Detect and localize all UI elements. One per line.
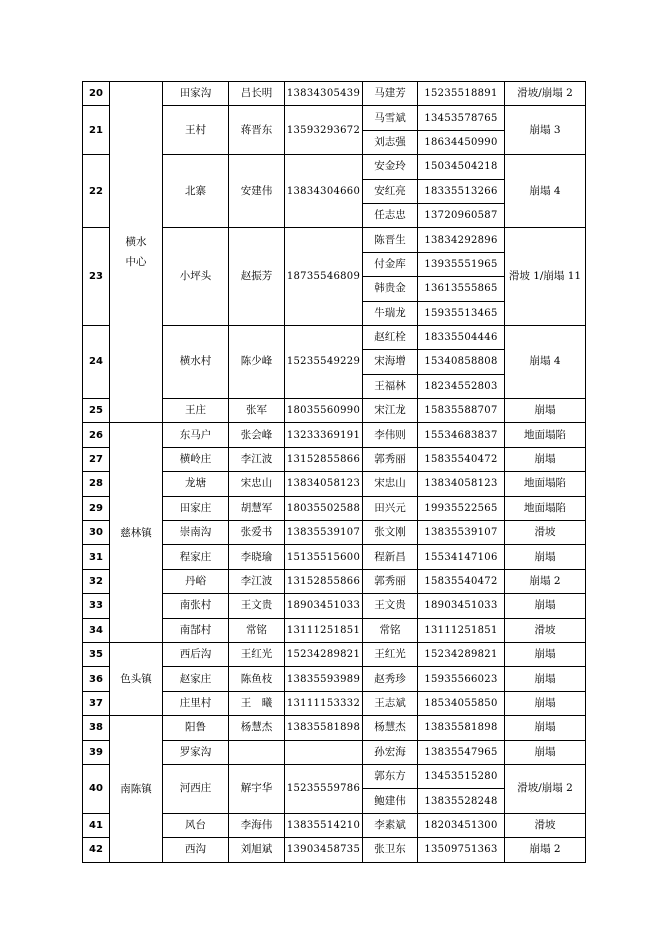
hazard-type: 崩塌 3 — [505, 106, 586, 155]
monitor-name: 王志斌 — [363, 691, 418, 715]
row-number: 32 — [83, 569, 110, 593]
monitor-phone: 15534683837 — [418, 423, 505, 447]
village-name: 西沟 — [163, 838, 229, 862]
village-name: 赵家庄 — [163, 667, 229, 691]
responsible-person: 李江波 — [229, 569, 285, 593]
responsible-person: 陈鱼枝 — [229, 667, 285, 691]
monitor-phone: 18335513266 — [418, 179, 505, 203]
hazard-type: 崩塌 — [505, 399, 586, 423]
monitor-name: 付金库 — [363, 252, 418, 276]
monitor-name: 韩贵金 — [363, 277, 418, 301]
village-name: 王庄 — [163, 399, 229, 423]
monitor-phone: 15534147106 — [418, 545, 505, 569]
village-name: 阳鲁 — [163, 716, 229, 740]
hazard-contact-table — [82, 81, 586, 863]
village-name: 东马户 — [163, 423, 229, 447]
township-name: 色头镇 — [110, 642, 163, 715]
village-name: 程家庄 — [163, 545, 229, 569]
monitor-name: 鲍建伟 — [363, 789, 418, 813]
village-name: 田家沟 — [163, 82, 229, 106]
responsible-phone: 18903451033 — [285, 594, 363, 618]
responsible-person: 胡慧军 — [229, 496, 285, 520]
monitor-phone: 13453515280 — [418, 764, 505, 788]
monitor-name: 程新昌 — [363, 545, 418, 569]
monitor-name: 赵红栓 — [363, 325, 418, 349]
village-name: 河西庄 — [163, 764, 229, 813]
responsible-person: 杨慧杰 — [229, 716, 285, 740]
responsible-phone: 18035502588 — [285, 496, 363, 520]
monitor-phone: 18534055850 — [418, 691, 505, 715]
monitor-name: 宋江龙 — [363, 399, 418, 423]
row-number: 40 — [83, 764, 110, 813]
monitor-phone: 19935522565 — [418, 496, 505, 520]
responsible-person: 赵振芳 — [229, 228, 285, 326]
hazard-type: 崩塌 — [505, 594, 586, 618]
table-body — [83, 82, 586, 863]
monitor-name: 张卫东 — [363, 838, 418, 862]
monitor-name: 田兴元 — [363, 496, 418, 520]
hazard-type: 崩塌 — [505, 642, 586, 666]
row-number: 38 — [83, 716, 110, 740]
monitor-name: 王文贵 — [363, 594, 418, 618]
hazard-type: 地面塌陷 — [505, 472, 586, 496]
hazard-type: 崩塌 4 — [505, 325, 586, 398]
row-number: 34 — [83, 618, 110, 642]
monitor-phone: 13720960587 — [418, 203, 505, 227]
monitor-name: 李素斌 — [363, 813, 418, 837]
responsible-person: 李海伟 — [229, 813, 285, 837]
monitor-name: 马雪斌 — [363, 106, 418, 130]
monitor-name: 宋海增 — [363, 350, 418, 374]
responsible-phone: 13834304660 — [285, 155, 363, 228]
monitor-phone: 13613555865 — [418, 277, 505, 301]
monitor-phone: 15234289821 — [418, 642, 505, 666]
monitor-name: 王红光 — [363, 642, 418, 666]
row-number: 41 — [83, 813, 110, 837]
responsible-phone: 13834305439 — [285, 82, 363, 106]
row-number: 20 — [83, 82, 110, 106]
table-row — [83, 423, 586, 447]
responsible-person: 刘旭斌 — [229, 838, 285, 862]
village-name: 横水村 — [163, 325, 229, 398]
monitor-phone: 18335504446 — [418, 325, 505, 349]
responsible-person: 安建伟 — [229, 155, 285, 228]
township-name: 横水 中心 — [110, 82, 163, 423]
responsible-phone: 13835514210 — [285, 813, 363, 837]
monitor-name: 杨慧杰 — [363, 716, 418, 740]
row-number: 39 — [83, 740, 110, 764]
monitor-phone: 15935566023 — [418, 667, 505, 691]
responsible-person: 解宇华 — [229, 764, 285, 813]
monitor-phone: 13834292896 — [418, 228, 505, 252]
village-name: 丹峪 — [163, 569, 229, 593]
row-number: 36 — [83, 667, 110, 691]
row-number: 22 — [83, 155, 110, 228]
responsible-person: 张军 — [229, 399, 285, 423]
responsible-person: 王文贵 — [229, 594, 285, 618]
monitor-name: 赵秀珍 — [363, 667, 418, 691]
row-number: 24 — [83, 325, 110, 398]
monitor-name: 马建芳 — [363, 82, 418, 106]
responsible-person: 宋忠山 — [229, 472, 285, 496]
row-number: 28 — [83, 472, 110, 496]
monitor-phone: 18234552803 — [418, 374, 505, 398]
row-number: 42 — [83, 838, 110, 862]
hazard-type: 滑坡 1/崩塌 11 — [505, 228, 586, 326]
monitor-name: 郭秀丽 — [363, 569, 418, 593]
monitor-phone: 15835540472 — [418, 569, 505, 593]
table-row — [83, 82, 586, 106]
hazard-type: 地面塌陷 — [505, 423, 586, 447]
monitor-phone: 13835528248 — [418, 789, 505, 813]
table-row — [83, 716, 586, 740]
monitor-phone: 15835588707 — [418, 399, 505, 423]
village-name: 罗家沟 — [163, 740, 229, 764]
monitor-phone: 15340858808 — [418, 350, 505, 374]
responsible-phone: 13152855866 — [285, 447, 363, 471]
monitor-phone: 13834058123 — [418, 472, 505, 496]
monitor-name: 宋忠山 — [363, 472, 418, 496]
row-number: 29 — [83, 496, 110, 520]
monitor-name: 孙宏海 — [363, 740, 418, 764]
responsible-phone: 18035560990 — [285, 399, 363, 423]
responsible-phone: 13835581898 — [285, 716, 363, 740]
responsible-phone: 15235559786 — [285, 764, 363, 813]
hazard-type: 崩塌 — [505, 691, 586, 715]
responsible-phone: 15135515600 — [285, 545, 363, 569]
village-name: 北寨 — [163, 155, 229, 228]
hazard-type: 崩塌 — [505, 740, 586, 764]
hazard-type: 崩塌 2 — [505, 569, 586, 593]
monitor-phone: 18203451300 — [418, 813, 505, 837]
row-number: 21 — [83, 106, 110, 155]
hazard-type: 地面塌陷 — [505, 496, 586, 520]
monitor-phone: 13509751363 — [418, 838, 505, 862]
responsible-phone: 18735546809 — [285, 228, 363, 326]
responsible-person: 张爱书 — [229, 521, 285, 545]
village-name: 横岭庄 — [163, 447, 229, 471]
village-name: 龙塘 — [163, 472, 229, 496]
hazard-type: 崩塌 4 — [505, 155, 586, 228]
hazard-type: 滑坡/崩塌 2 — [505, 82, 586, 106]
row-number: 27 — [83, 447, 110, 471]
responsible-phone: 13152855866 — [285, 569, 363, 593]
monitor-phone: 13111251851 — [418, 618, 505, 642]
hazard-type: 崩塌 — [505, 545, 586, 569]
hazard-type: 崩塌 — [505, 447, 586, 471]
monitor-name: 陈晋生 — [363, 228, 418, 252]
hazard-type: 滑坡/崩塌 2 — [505, 764, 586, 813]
monitor-name: 郭秀丽 — [363, 447, 418, 471]
monitor-phone: 13835547965 — [418, 740, 505, 764]
responsible-phone: 13903458735 — [285, 838, 363, 862]
responsible-phone: 13835539107 — [285, 521, 363, 545]
monitor-phone: 18903451033 — [418, 594, 505, 618]
responsible-phone: 13834058123 — [285, 472, 363, 496]
hazard-type: 崩塌 — [505, 667, 586, 691]
responsible-person: 陈少峰 — [229, 325, 285, 398]
village-name: 庄里村 — [163, 691, 229, 715]
monitor-phone: 18634450990 — [418, 130, 505, 154]
monitor-phone: 15935513465 — [418, 301, 505, 325]
monitor-phone: 15235518891 — [418, 82, 505, 106]
monitor-name: 安金玲 — [363, 155, 418, 179]
monitor-phone: 13835539107 — [418, 521, 505, 545]
row-number: 37 — [83, 691, 110, 715]
hazard-type: 滑坡 — [505, 618, 586, 642]
responsible-person: 王红光 — [229, 642, 285, 666]
row-number: 23 — [83, 228, 110, 326]
monitor-name: 张文刚 — [363, 521, 418, 545]
monitor-name: 安红亮 — [363, 179, 418, 203]
monitor-phone: 13453578765 — [418, 106, 505, 130]
responsible-phone: 15235549229 — [285, 325, 363, 398]
township-name: 南陈镇 — [110, 716, 163, 862]
village-name: 南张村 — [163, 594, 229, 618]
village-name: 崇南沟 — [163, 521, 229, 545]
responsible-phone: 13835593989 — [285, 667, 363, 691]
monitor-name: 常铭 — [363, 618, 418, 642]
row-number: 35 — [83, 642, 110, 666]
village-name: 风台 — [163, 813, 229, 837]
monitor-name: 任志忠 — [363, 203, 418, 227]
row-number: 25 — [83, 399, 110, 423]
village-name: 王村 — [163, 106, 229, 155]
responsible-phone: 15234289821 — [285, 642, 363, 666]
monitor-name: 郭东方 — [363, 764, 418, 788]
village-name: 西后沟 — [163, 642, 229, 666]
responsible-person: 常铭 — [229, 618, 285, 642]
village-name: 田家庄 — [163, 496, 229, 520]
row-number: 33 — [83, 594, 110, 618]
hazard-type: 崩塌 2 — [505, 838, 586, 862]
monitor-phone: 13935551965 — [418, 252, 505, 276]
monitor-name: 王福林 — [363, 374, 418, 398]
hazard-type: 滑坡 — [505, 521, 586, 545]
row-number: 31 — [83, 545, 110, 569]
responsible-phone — [285, 740, 363, 764]
monitor-phone: 15034504218 — [418, 155, 505, 179]
row-number: 30 — [83, 521, 110, 545]
hazard-type: 滑坡 — [505, 813, 586, 837]
monitor-phone: 13835581898 — [418, 716, 505, 740]
monitor-name: 牛瑞龙 — [363, 301, 418, 325]
responsible-person: 蒋晋东 — [229, 106, 285, 155]
row-number: 26 — [83, 423, 110, 447]
village-name: 南郜村 — [163, 618, 229, 642]
responsible-person — [229, 740, 285, 764]
township-name: 慈林镇 — [110, 423, 163, 643]
responsible-phone: 13593293672 — [285, 106, 363, 155]
responsible-phone: 13111251851 — [285, 618, 363, 642]
table-row — [83, 642, 586, 666]
monitor-phone: 15835540472 — [418, 447, 505, 471]
responsible-person: 李晓瑜 — [229, 545, 285, 569]
responsible-person: 张会峰 — [229, 423, 285, 447]
responsible-phone: 13111153332 — [285, 691, 363, 715]
responsible-person: 李江波 — [229, 447, 285, 471]
responsible-person: 王 曦 — [229, 691, 285, 715]
monitor-name: 李伟则 — [363, 423, 418, 447]
village-name: 小坪头 — [163, 228, 229, 326]
responsible-phone: 13233369191 — [285, 423, 363, 447]
responsible-person: 吕长明 — [229, 82, 285, 106]
hazard-type: 崩塌 — [505, 716, 586, 740]
monitor-name: 刘志强 — [363, 130, 418, 154]
